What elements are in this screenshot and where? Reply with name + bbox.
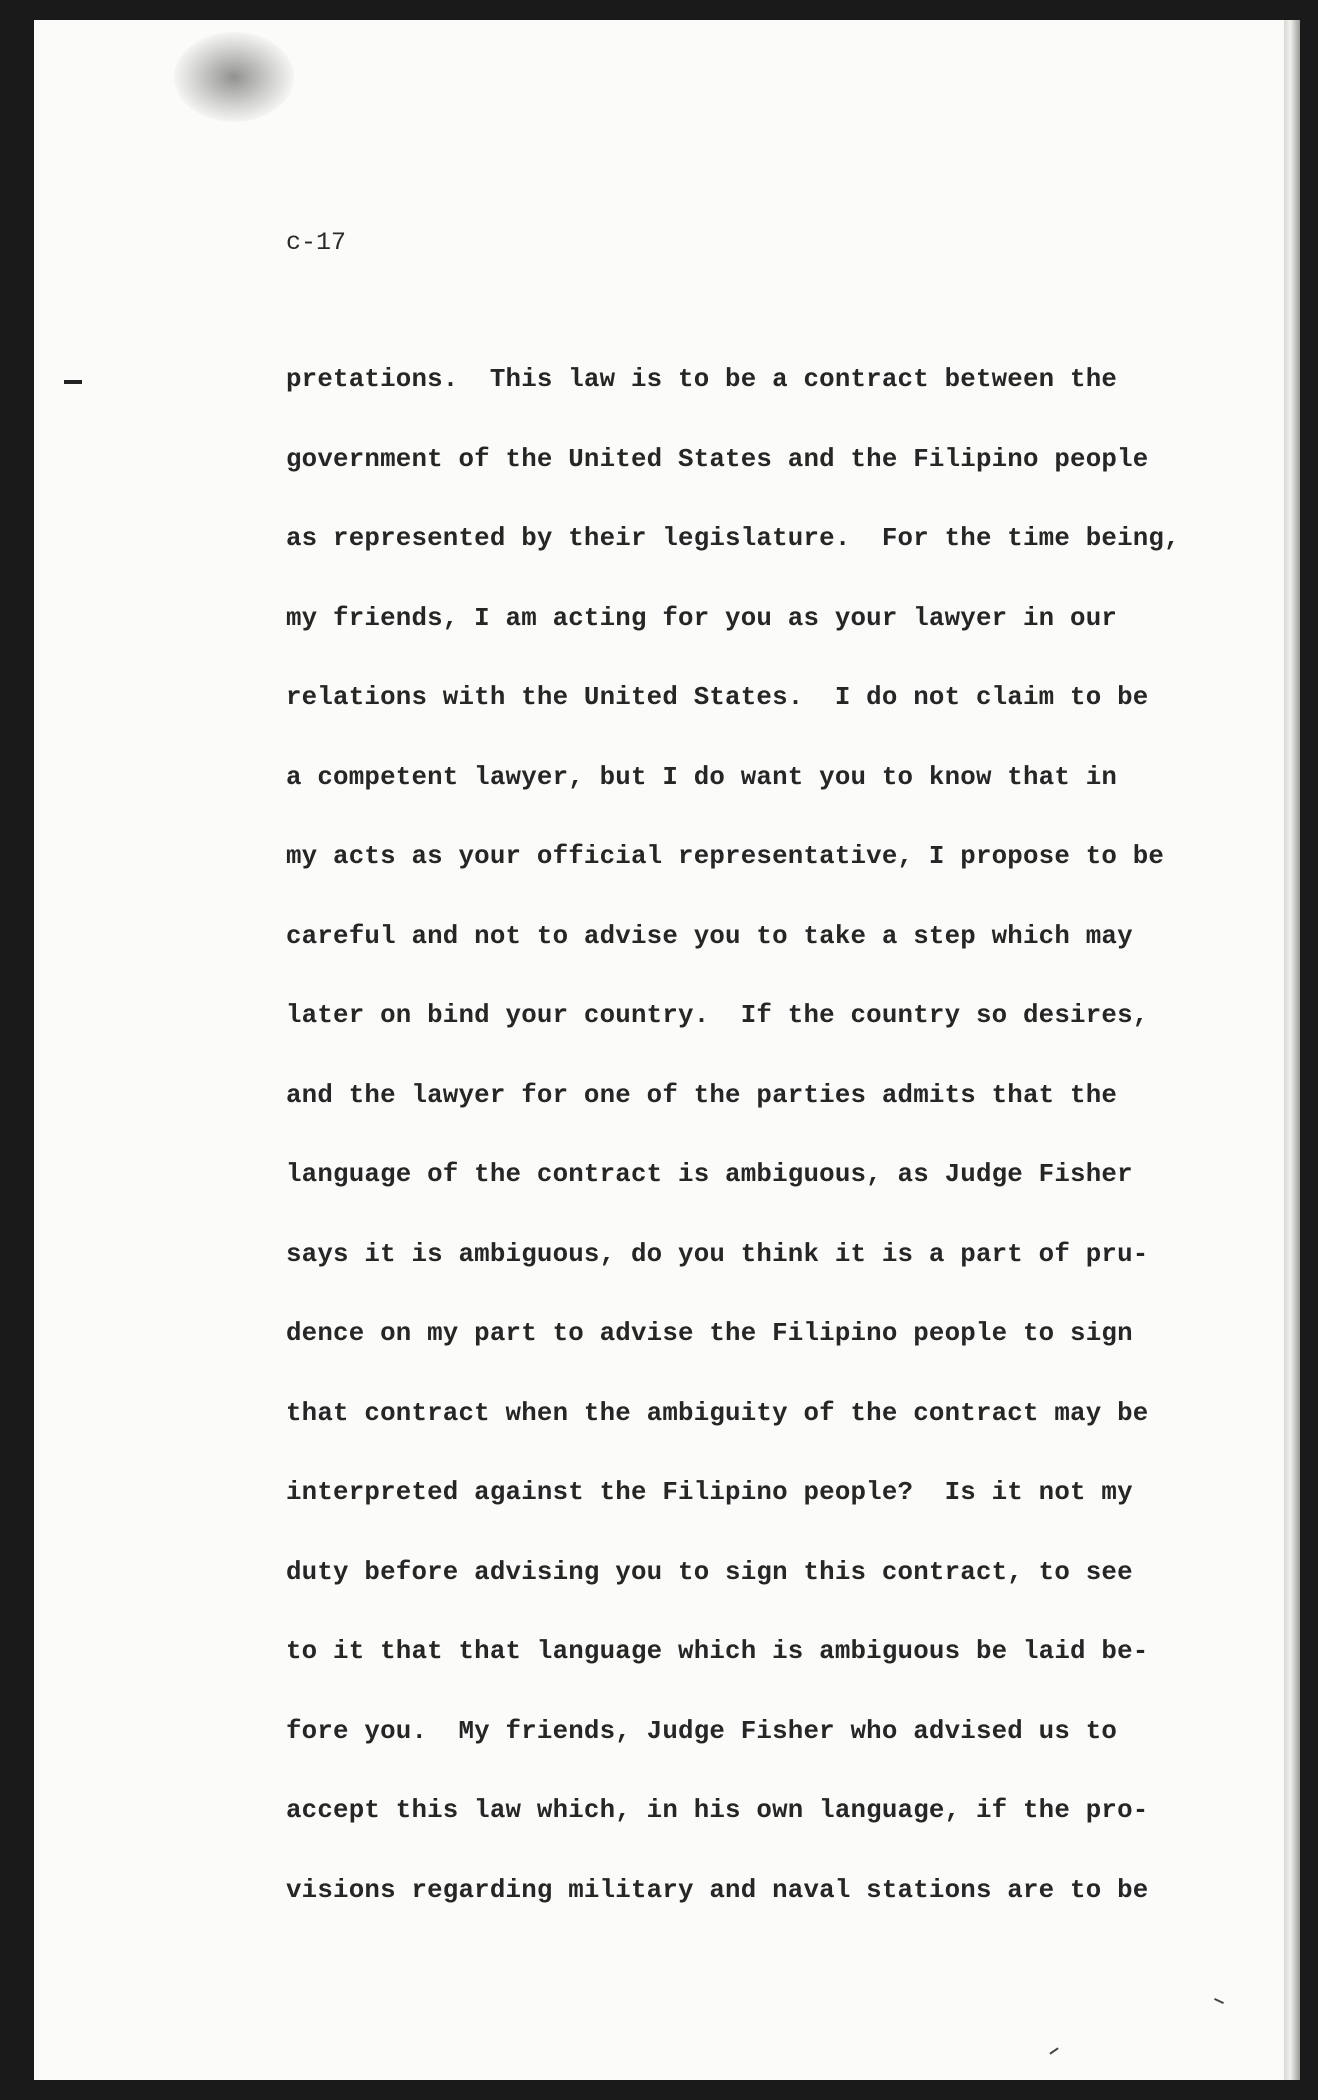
text-line: that contract when the ambiguity of the contract may be (286, 1398, 1149, 1428)
text-line: relations with the United States. I do not claim to be (286, 683, 1149, 712)
body-text (286, 350, 1180, 1940)
text-line: visions regarding military and naval stations are to be (286, 1875, 1149, 1905)
text-line: as represented by their legislature. For the time being, (286, 524, 1180, 553)
stray-mark (1049, 2047, 1058, 2054)
text-line: accept this law which, in his own language, if the pro- (286, 1796, 1149, 1825)
text-line: language of the contract is ambiguous, as Judge Fisher (286, 1160, 1133, 1189)
ink-smudge (174, 32, 294, 122)
text-line: and the lawyer for one of the parties admits that the (286, 1080, 1118, 1110)
text-line: government of the United States and the Filipino people (286, 444, 1149, 474)
text-line: later on bind your country. If the country so desires, (286, 1001, 1149, 1030)
text-line: my friends, I am acting for you as your lawyer in our (286, 603, 1118, 633)
text-line: dence on my part to advise the Filipino people to sign (286, 1319, 1133, 1348)
text-line: says it is ambiguous, do you think it is a part of pru- (286, 1239, 1149, 1269)
text-line: to it that that language which is ambiguous be laid be- (286, 1637, 1149, 1666)
text-line: duty before advising you to sign this contract, to see (286, 1557, 1133, 1587)
typewritten-page (34, 20, 1284, 2080)
text-line: pretations. This law is to be a contract between the (286, 365, 1118, 394)
text-line: a competent lawyer, but I do want you to know that in (286, 762, 1118, 792)
page-edge (1284, 20, 1300, 2080)
text-line: my acts as your official representative, I propose to be (286, 842, 1165, 871)
page-number: c-17 (286, 228, 347, 257)
margin-mark (64, 380, 82, 384)
text-line: interpreted against the Filipino people? Is it not my (286, 1478, 1133, 1507)
stray-mark (1214, 1998, 1224, 2004)
text-line: fore you. My friends, Judge Fisher who advised us to (286, 1716, 1118, 1746)
text-line: careful and not to advise you to take a step which may (286, 921, 1133, 951)
